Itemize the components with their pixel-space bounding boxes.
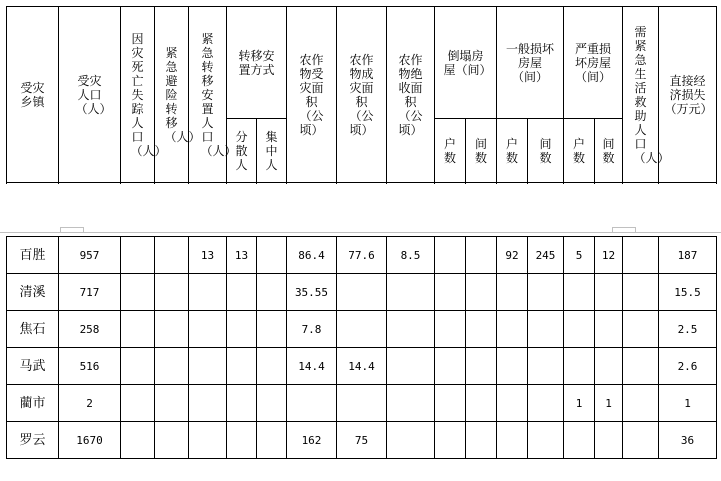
table-row — [7, 237, 717, 274]
page-break — [0, 184, 721, 236]
cell-dead — [121, 237, 155, 274]
cell-town: 马武 — [7, 348, 59, 385]
cell-sev_jian — [595, 348, 623, 385]
cell-evac — [155, 311, 189, 348]
cell-sev_jian: 12 — [595, 237, 623, 274]
header-aid-population: 需紧急生活救助人口（人） — [623, 7, 659, 183]
cell-central — [257, 348, 287, 385]
header-scatter: 分散人 — [227, 119, 257, 183]
cell-aid — [623, 274, 659, 311]
cell-crop_a — [287, 385, 337, 422]
cell-scatter — [227, 422, 257, 459]
cell-pop: 516 — [59, 348, 121, 385]
header-crop-affected: 农作物受灾面积（公顷） — [287, 7, 337, 183]
cell-crop_a: 7.8 — [287, 311, 337, 348]
table-row — [7, 274, 717, 311]
cell-aid — [623, 422, 659, 459]
cell-scatter — [227, 385, 257, 422]
table-row — [7, 422, 717, 459]
cell-pop: 957 — [59, 237, 121, 274]
header-damaged-houses: 一般损坏房屋（间） — [497, 7, 564, 119]
cell-sev_jian — [595, 422, 623, 459]
cell-crop_d — [337, 311, 387, 348]
table-row — [7, 385, 717, 422]
cell-dmg_hu — [497, 348, 528, 385]
cell-dmg_hu — [497, 311, 528, 348]
cell-loss: 36 — [659, 422, 717, 459]
cell-dmg_jian: 245 — [528, 237, 564, 274]
cell-pop: 1670 — [59, 422, 121, 459]
cell-relocate — [189, 274, 227, 311]
cell-evac — [155, 237, 189, 274]
cell-loss: 15.5 — [659, 274, 717, 311]
header-central: 集中人 — [257, 119, 287, 183]
cell-col_jian — [466, 311, 497, 348]
cell-dmg_jian — [528, 311, 564, 348]
cell-central — [257, 422, 287, 459]
cell-crop_d — [337, 274, 387, 311]
header-economic-loss: 直接经济损失（万元） — [659, 7, 717, 183]
header-dead-missing: 因灾死亡失踪人口（人） — [121, 7, 155, 183]
cell-aid — [623, 385, 659, 422]
cell-relocate — [189, 385, 227, 422]
cell-loss: 2.6 — [659, 348, 717, 385]
cell-relocate — [189, 311, 227, 348]
cell-central — [257, 237, 287, 274]
cell-crop_l: 8.5 — [387, 237, 435, 274]
cell-dead — [121, 385, 155, 422]
cell-relocate — [189, 348, 227, 385]
cell-aid — [623, 237, 659, 274]
header-collapsed-hu: 户数 — [435, 119, 466, 183]
cell-dmg_jian — [528, 348, 564, 385]
cell-scatter — [227, 348, 257, 385]
cell-town: 百胜 — [7, 237, 59, 274]
cell-town: 焦石 — [7, 311, 59, 348]
header-crop-disaster: 农作物成灾面积（公顷） — [337, 7, 387, 183]
cell-crop_l — [387, 385, 435, 422]
header-town: 受灾乡镇 — [7, 7, 59, 183]
cell-evac — [155, 385, 189, 422]
cell-crop_d: 77.6 — [337, 237, 387, 274]
header-crop-loss: 农作物绝收面积（公顷） — [387, 7, 435, 183]
cell-crop_a: 86.4 — [287, 237, 337, 274]
cell-col_hu — [435, 385, 466, 422]
cell-sev_hu — [564, 274, 595, 311]
cell-pop: 2 — [59, 385, 121, 422]
cell-col_jian — [466, 385, 497, 422]
table-row — [7, 348, 717, 385]
cell-pop: 717 — [59, 274, 121, 311]
cell-pop: 258 — [59, 311, 121, 348]
cell-crop_d — [337, 385, 387, 422]
cell-sev_hu: 1 — [564, 385, 595, 422]
cell-dead — [121, 274, 155, 311]
cell-loss: 187 — [659, 237, 717, 274]
cell-dmg_jian — [528, 274, 564, 311]
cell-relocate — [189, 422, 227, 459]
cell-sev_jian — [595, 274, 623, 311]
cell-town: 罗云 — [7, 422, 59, 459]
header-emergency-evac: 紧急避险转移（人） — [155, 7, 189, 183]
cell-scatter: 13 — [227, 237, 257, 274]
cell-evac — [155, 422, 189, 459]
header-severe-hu: 户数 — [564, 119, 595, 183]
cell-dmg_hu — [497, 385, 528, 422]
cell-dmg_jian — [528, 385, 564, 422]
cell-dead — [121, 422, 155, 459]
cell-crop_a: 35.55 — [287, 274, 337, 311]
cell-crop_l — [387, 348, 435, 385]
header-damaged-jian: 间数 — [528, 119, 564, 183]
header-severe-jian: 间数 — [595, 119, 623, 183]
header-severe-houses: 严重损坏房屋（间） — [564, 7, 623, 119]
cell-crop_d: 14.4 — [337, 348, 387, 385]
cell-evac — [155, 274, 189, 311]
cell-crop_l — [387, 274, 435, 311]
cell-town: 藺市 — [7, 385, 59, 422]
cell-sev_hu — [564, 422, 595, 459]
header-relocation: 紧急转移安置人口（人） — [189, 7, 227, 183]
cell-aid — [623, 311, 659, 348]
cell-col_hu — [435, 274, 466, 311]
cell-scatter — [227, 274, 257, 311]
cell-sev_hu: 5 — [564, 237, 595, 274]
cell-dmg_hu — [497, 422, 528, 459]
cell-col_hu — [435, 311, 466, 348]
cell-dmg_jian — [528, 422, 564, 459]
cell-col_hu — [435, 348, 466, 385]
cell-dmg_hu: 92 — [497, 237, 528, 274]
cell-crop_a: 162 — [287, 422, 337, 459]
cell-col_jian — [466, 348, 497, 385]
header-row-1 — [7, 7, 717, 119]
table-row — [7, 311, 717, 348]
disaster-table-bottom — [6, 236, 717, 459]
cell-scatter — [227, 311, 257, 348]
cell-evac — [155, 348, 189, 385]
cell-sev_hu — [564, 311, 595, 348]
cell-loss: 1 — [659, 385, 717, 422]
header-population: 受灾人口（人） — [59, 7, 121, 183]
cell-dead — [121, 311, 155, 348]
header-damaged-hu: 户数 — [497, 119, 528, 183]
cell-col_jian — [466, 422, 497, 459]
cell-col_jian — [466, 274, 497, 311]
cell-central — [257, 311, 287, 348]
cell-aid — [623, 348, 659, 385]
header-collapsed-houses: 倒塌房屋（间） — [435, 7, 497, 119]
cell-sev_hu — [564, 348, 595, 385]
header-relocation-method: 转移安置方式 — [227, 7, 287, 119]
cell-central — [257, 385, 287, 422]
cell-loss: 2.5 — [659, 311, 717, 348]
cell-crop_a: 14.4 — [287, 348, 337, 385]
cell-crop_l — [387, 422, 435, 459]
cell-sev_jian: 1 — [595, 385, 623, 422]
cell-dead — [121, 348, 155, 385]
cell-relocate: 13 — [189, 237, 227, 274]
cell-col_jian — [466, 237, 497, 274]
cell-col_hu — [435, 237, 466, 274]
cell-sev_jian — [595, 311, 623, 348]
cell-col_hu — [435, 422, 466, 459]
header-collapsed-jian: 间数 — [466, 119, 497, 183]
cell-crop_l — [387, 311, 435, 348]
cell-crop_d: 75 — [337, 422, 387, 459]
cell-dmg_hu — [497, 274, 528, 311]
cell-central — [257, 274, 287, 311]
cell-town: 清溪 — [7, 274, 59, 311]
